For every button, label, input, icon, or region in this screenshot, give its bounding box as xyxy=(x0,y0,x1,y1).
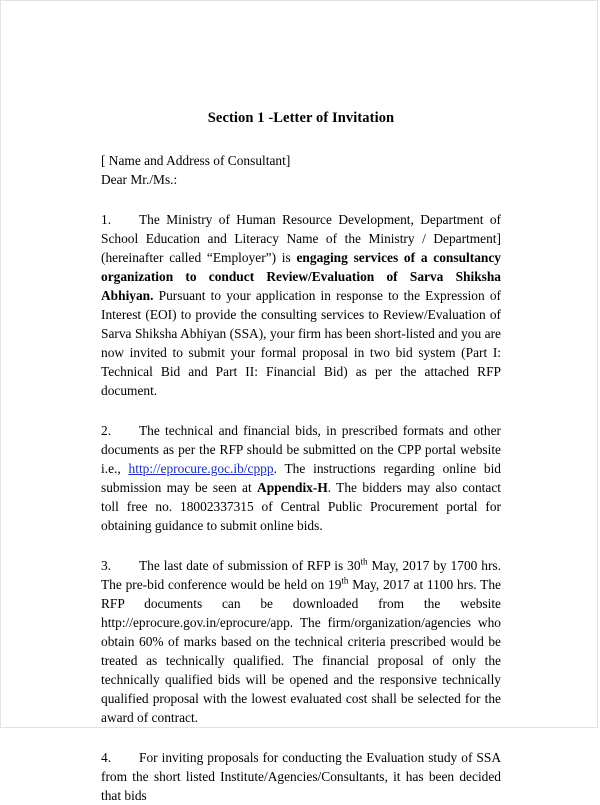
emphasis-text: Appendix-H xyxy=(257,480,328,495)
paragraph-list xyxy=(101,189,501,805)
paragraph-2 xyxy=(101,400,501,535)
ordinal-suffix: th xyxy=(341,575,349,586)
body-text: The technical and financial bids, in prescribed formats and other documents as per the RFP should be submitted on the CPP portal website i.e., xyxy=(101,423,501,476)
body-text: . The instructions regarding online bid submission may be seen at xyxy=(101,461,501,495)
paragraph-number: 3. xyxy=(101,558,112,573)
body-text: For inviting proposals for conducting the Evaluation study of SSA from the short listed Institute/Agencies/Consultants, it has been decided that bids xyxy=(101,750,501,803)
paragraph-1 xyxy=(101,189,501,400)
body-text: Pursuant to your application in response to the Expression of Interest (EOI) to provide the consulting services to Review/Evaluation of Sarva Shiksha Abhiyan (SSA), your firm has been short-listed and you are now invited to submit your formal proposal in two bid system (Part I: Technical Bid and Part II: Financial Bid) as per the attached RFP document. xyxy=(101,288,501,398)
paragraph-number: 1. xyxy=(101,212,112,227)
paragraph-4 xyxy=(101,727,501,805)
body-text: May, 2017 by 1700 hrs. The pre-bid conference would be held on 19 xyxy=(101,558,501,592)
body-text: . The bidders may also contact toll free no. 18002337315 of Central Public Procurement portal for obtaining guidance to submit online bids. xyxy=(101,480,501,533)
hyperlink[interactable]: http://eprocure.goc.ib/cppp xyxy=(128,461,274,476)
page-title: Section 1 -Letter of Invitation xyxy=(207,110,395,126)
emphasis-text: engaging services of a consultancy organization to conduct Review/Evaluation of Sarva Shiksha Abhiyan. xyxy=(101,250,501,303)
document-body xyxy=(101,1,501,805)
body-text: The last date of submission of RFP is 30 xyxy=(139,558,361,573)
paragraph-number: 4. xyxy=(101,750,112,765)
paragraph-number: 2. xyxy=(101,423,112,438)
paragraph-3 xyxy=(101,535,501,727)
ordinal-suffix: th xyxy=(360,556,368,567)
addressee-block xyxy=(101,151,501,189)
body-text: May, 2017 at 1100 hrs. The RFP documents can be downloaded from the website http://eprocure.gov.in/eprocure/app. The firm/organization/agencies who obtain 60% of marks based on the technical criteria prescribed would be treated as technically qualified. The financial proposal of only the technically qualified bids will be opened and the responsive technically qualified proposal with the lowest evaluated cost shall be selected for the award of contract. xyxy=(101,577,501,725)
body-text: The Ministry of Human Resource Development, Department of School Education and Literacy Name of the Ministry / Department] (hereinafter called “Employer”) is xyxy=(101,212,501,265)
salutation: Dear Mr./Ms.: xyxy=(101,172,178,187)
consultant-address-placeholder: [ Name and Address of Consultant] xyxy=(101,153,291,168)
